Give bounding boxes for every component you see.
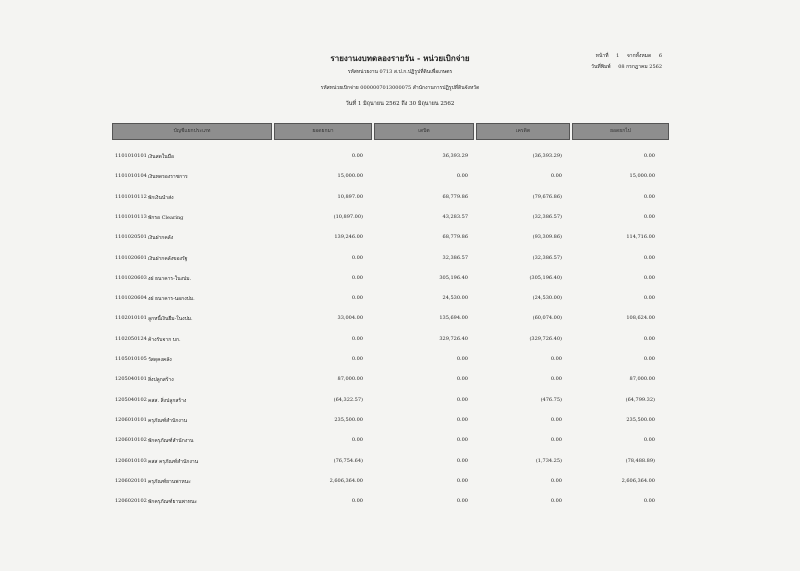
- opening-balance: 0.00: [351, 153, 363, 159]
- debit-amount: 0.00: [456, 416, 468, 423]
- table-row: [0, 369, 800, 389]
- credit-amount: 0.00: [550, 477, 562, 484]
- account-code: 1206020102: [115, 498, 147, 505]
- table-row: [0, 491, 800, 511]
- table-header: [112, 123, 669, 140]
- table-row: [0, 349, 800, 369]
- table-row: [0, 166, 800, 186]
- closing-balance: 0.00: [643, 193, 655, 200]
- account-name: พักครุภัณฑ์ยานพาหนะ: [148, 499, 198, 506]
- column-header-debit: เดบิต: [374, 123, 474, 140]
- print-date-block: [591, 63, 662, 71]
- opening-balance: (10,897.00): [333, 213, 363, 220]
- account-name: วัสดุคงคลัง: [148, 357, 172, 363]
- table-row: [0, 248, 800, 268]
- account-name: สิ่งปลูกสร้าง: [148, 377, 174, 384]
- account-code: 1206010103: [115, 457, 147, 464]
- closing-balance: 15,000.00: [629, 173, 655, 180]
- credit-amount: (32,386.57): [532, 254, 562, 261]
- table-row: [0, 430, 800, 450]
- credit-amount: 0.00: [550, 416, 562, 423]
- credit-amount: (36,393.29): [532, 153, 562, 159]
- opening-balance: 2,606,364.00: [329, 477, 363, 484]
- account-code: 1206010101: [115, 416, 147, 423]
- closing-balance: 0.00: [643, 213, 655, 220]
- opening-balance: 10,897.00: [337, 193, 363, 200]
- credit-amount: (93,309.86): [532, 234, 562, 241]
- credit-amount: (476.75): [540, 396, 562, 403]
- account-code: 1101010112: [115, 193, 147, 200]
- column-header-closing: ยอดยกไป: [572, 123, 669, 140]
- closing-balance: 0.00: [643, 274, 655, 281]
- account-name: เงินสดในมือ: [148, 154, 175, 160]
- table-row: [0, 288, 800, 308]
- opening-balance: 139,246.00: [334, 234, 363, 241]
- closing-balance: 0.00: [643, 254, 655, 261]
- table-row: [0, 329, 800, 349]
- debit-amount: 32,386.57: [442, 254, 468, 261]
- account-name: งฝ ธนาคาร-ในงปม.: [148, 275, 192, 282]
- report-period: วันที่ 1 มิถุนายน 2562 ถึง 30 มิถุนายน 2562: [345, 101, 455, 107]
- closing-balance: 0.00: [643, 295, 655, 302]
- table-row: [0, 227, 800, 247]
- debit-amount: 36,393.29: [442, 153, 468, 159]
- opening-balance: 0.00: [351, 437, 363, 444]
- opening-balance: 0.00: [351, 498, 363, 505]
- opening-balance: (76,754.64): [333, 457, 363, 464]
- closing-balance: 235,500.00: [626, 416, 655, 423]
- debit-amount: 0.00: [456, 356, 468, 362]
- table-row: [0, 451, 800, 471]
- debit-amount: 0.00: [456, 457, 468, 464]
- debit-amount: 0.00: [456, 498, 468, 505]
- debit-amount: 0.00: [456, 376, 468, 383]
- account-code: 1101020601: [115, 254, 147, 261]
- page-indicator: [596, 52, 662, 60]
- account-name: ลูกหนี้เงินยืม-ในงปม.: [148, 316, 193, 323]
- opening-balance: 0.00: [351, 254, 363, 261]
- closing-balance: 0.00: [643, 356, 655, 362]
- opening-balance: 33,004.00: [337, 315, 363, 322]
- closing-balance: 0.00: [643, 437, 655, 444]
- debit-amount: 305,196.40: [439, 274, 468, 281]
- column-header-credit: เครดิต: [476, 123, 570, 140]
- account-code: 1206010102: [115, 437, 147, 444]
- table-row: [0, 308, 800, 328]
- account-name: ค้างรับจาก บก.: [148, 336, 181, 343]
- closing-balance: 0.00: [643, 153, 655, 159]
- debit-amount: 0.00: [456, 396, 468, 403]
- table-row: [0, 207, 800, 227]
- account-code: 1205040102: [115, 396, 147, 403]
- table-row: [0, 187, 800, 207]
- account-name: พักครุภัณฑ์สำนักงาน: [148, 438, 194, 445]
- account-code: 1205040101: [115, 376, 147, 383]
- page-total-label: จากทั้งหมด: [626, 53, 652, 59]
- page-label: หน้าที่: [595, 53, 609, 59]
- report-title: รายงานงบทดลองรายวัน - หน่วยเบิกจ่าย: [330, 53, 470, 63]
- credit-amount: (79,676.86): [532, 193, 562, 200]
- debit-amount: 0.00: [456, 173, 468, 180]
- credit-amount: 0.00: [550, 376, 562, 383]
- credit-amount: 0.00: [550, 437, 562, 444]
- debit-amount: 24,530.00: [442, 295, 468, 302]
- closing-balance: 87,000.00: [629, 376, 655, 383]
- print-date-label: วันที่พิมพ์: [591, 64, 611, 70]
- account-name: งฝ ธนาคาร-นอกงปม.: [148, 296, 195, 303]
- account-name: คสส. สิ่งปลูกสร้าง: [148, 397, 187, 404]
- opening-balance: (64,322.57): [333, 396, 363, 403]
- account-code: 1102050124: [115, 335, 147, 342]
- closing-balance: 114,716.00: [626, 234, 655, 241]
- opening-balance: 0.00: [351, 335, 363, 342]
- account-code: 1102010101: [115, 315, 147, 322]
- table-row: [0, 268, 800, 288]
- debit-amount: 0.00: [456, 437, 468, 444]
- column-header-opening: ยอดยกมา: [274, 123, 372, 140]
- account-name: คสส ครุภัณฑ์สำนักงาน: [148, 458, 199, 465]
- account-code: 1101010104: [115, 173, 147, 180]
- table-row: [0, 410, 800, 430]
- closing-balance: (64,799.32): [625, 396, 655, 403]
- closing-balance: (78,488.89): [625, 457, 655, 464]
- debit-amount: 43,283.57: [442, 213, 468, 220]
- credit-amount: (60,074.00): [532, 315, 562, 322]
- account-name: ครุภัณฑ์ยานพาหนะ: [148, 478, 191, 485]
- print-date: 08 กรกฎาคม 2562: [618, 64, 662, 70]
- debit-amount: 68,779.86: [442, 234, 468, 241]
- credit-amount: 0.00: [550, 356, 562, 362]
- account-code: 1101020603: [115, 274, 147, 281]
- closing-balance: 108,624.00: [626, 315, 655, 322]
- debit-amount: 135,694.00: [439, 315, 468, 322]
- account-code: 1101010101: [115, 153, 147, 159]
- page-number: 1: [616, 53, 620, 59]
- account-code: 1101010113: [115, 213, 147, 220]
- table-row: [0, 471, 800, 491]
- debit-amount: 68,779.86: [442, 193, 468, 200]
- opening-balance: 15,000.00: [337, 173, 363, 180]
- account-code: 1101020501: [115, 234, 147, 241]
- account-code: 1206020101: [115, 477, 147, 484]
- debit-amount: 0.00: [456, 477, 468, 484]
- credit-amount: (329,726.40): [529, 335, 562, 342]
- closing-balance: 0.00: [643, 335, 655, 342]
- account-name: เงินฝากคลังของรัฐ: [148, 255, 188, 262]
- opening-balance: 87,000.00: [337, 376, 363, 383]
- debit-amount: 329,726.40: [439, 335, 468, 342]
- table-row: [0, 146, 800, 166]
- account-code: 1101020604: [115, 295, 147, 302]
- opening-balance: 235,500.00: [334, 416, 363, 423]
- opening-balance: 0.00: [351, 356, 363, 362]
- credit-amount: (32,386.57): [532, 213, 562, 220]
- account-name: เงินฝากคลัง: [148, 235, 174, 242]
- agency-code-line: รหัสหน่วยงาน 0713 ส.ป.ก.ปฏิรูปที่ดินเพื่อเกษตร: [347, 69, 453, 75]
- page-total: 6: [658, 53, 662, 59]
- account-name: ครุภัณฑ์สำนักงาน: [148, 417, 188, 424]
- opening-balance: 0.00: [351, 295, 363, 302]
- credit-amount: 0.00: [550, 498, 562, 505]
- disbursement-unit-line: รหัสหน่วยเบิกจ่าย 0000007013000075 สำนักงานการปฏิรูปที่ดินจังหวัด: [320, 85, 480, 91]
- account-name: พักรอ Clearing: [148, 214, 184, 221]
- credit-amount: 0.00: [550, 173, 562, 180]
- closing-balance: 2,606,364.00: [621, 477, 655, 484]
- table-row: [0, 390, 800, 410]
- opening-balance: 0.00: [351, 274, 363, 281]
- closing-balance: 0.00: [643, 498, 655, 505]
- account-name: พักเงินนำส่ง: [148, 194, 174, 201]
- credit-amount: (1,734.25): [535, 457, 562, 464]
- account-code: 1105010105: [115, 356, 147, 362]
- credit-amount: (24,530.00): [532, 295, 562, 302]
- column-header-account: บัญชีแยกประเภท: [112, 123, 272, 140]
- credit-amount: (305,196.40): [529, 274, 562, 281]
- account-name: เงินทดรองราชการ: [148, 174, 188, 181]
